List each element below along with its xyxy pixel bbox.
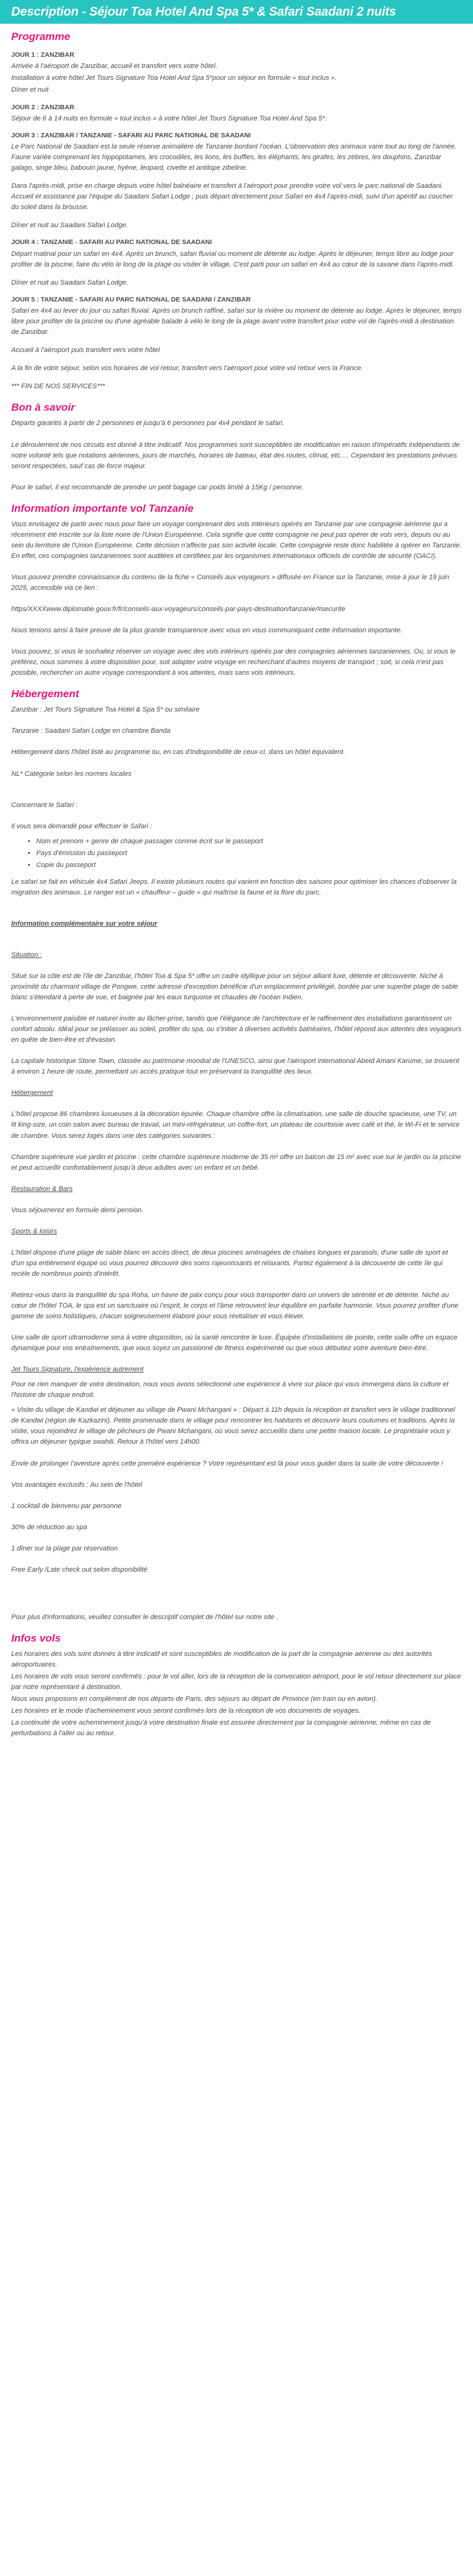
hotel-line: Tanzanie : Saadani Safari Lodge en chambre Banda xyxy=(11,727,171,735)
day-line: *** FIN DE NOS SERVICES*** xyxy=(11,383,105,391)
list-item: • Pays d'émission du passeport xyxy=(36,848,462,859)
hotel-line: Zanzibar : Jet Tours Signature Toa Hotel & Spa 5* ou similaire xyxy=(11,706,200,714)
day-line: Départ matinal pour un safari en 4x4. Après un brunch, safari fluvial ou moment de détente au lodge. Après le déjeuner, temps libre au lodge pour profiter de la piscine, faire du vélo le long de la plage ou visiter le village. C'est parti pour un safari en 4x4 au cœur de la savane dans l'après-midi. xyxy=(11,250,454,268)
situation-label: Situation : xyxy=(11,951,42,959)
day-line: Installation à votre hôtel Jet Tours Signature Toa Hotel And Spa 5*pour un séjour en formule « tout inclus ». xyxy=(11,74,337,82)
day-line: Le Parc National de Saadani est la seule réserve animalière de Tanzanie bordant l'océan. L'observation des animaux varie tout au long de l'année. Faune variée comprenant les hippopotames, les crocodiles, les lions, les buffles, les éléphants, les girafes, les zèbres, les douphins, Zanzibar galago, singe bleu, babouin jaune, hyène, léopard, civette et antilope zibeline. xyxy=(11,143,457,172)
day-title: JOUR 2 : ZANZIBAR xyxy=(11,103,74,111)
sports-paragraph: Retirez-vous dans la tranquillité du spa Roha, un havre de paix conçu pour vous transporter dans un univers de sérénité et de détente. Niché au cœur de l'hôtel TOA, le spa est un sanctuaire où l'esprit, le corps et l'âme retrouvent leur équilibre en parfaite harmonie. Vous pourrez profiter d'une gamme de soins holistiques, chacun soigneusement élaboré pour vous revitaliser et vous élever. xyxy=(11,1291,459,1321)
info-paragraph: Vous pouvez, si vous le souhaitez réserver un voyage avec des vols intérieurs opérés par des compagnies aériennes tanzaniennes. Ou, si vous le préférez, nous sommes à votre disposition pour, soit adapter votre voyage en recherchant d'autres moyens de transport ; soit, si cela n'est pas possible, rechercher un autre voyage correspondant à vos attentes, mais sans vols intérieurs. xyxy=(11,648,456,677)
flight-info-line: Les horaires et le mode d'acheminement vous seront confirmés lors de la réception de vos documents de voyages. xyxy=(11,1707,361,1715)
day-line: Safari en 4x4 au lever du jour ou safari fluvial. Après un brunch raffiné, safari sur la rivière ou moment de détente au lodge. Après le déjeuner, temps libre pour profiter de la piscine ou d'une agréable balade à vélo le long de la plage avant votre transfert pour votre vol de l'après-midi à destination de Zanzibar. xyxy=(11,307,462,336)
day-2 xyxy=(11,102,462,124)
list-item: • Nom et prenom + genre de chaque passager comme écrit sur le passeport xyxy=(36,836,462,847)
hotel-line: NL* Catégorie selon les normes locales xyxy=(11,770,132,778)
advantages-intro: Vos avantages exclusifs : Au sein de l'hôtel xyxy=(11,1481,142,1489)
safari-requirements-list xyxy=(11,836,462,871)
advantage-item: Free Early /Late check out selon disponibilité xyxy=(11,1565,148,1574)
advisory-link[interactable]: https/XXXXwww.diplomatie.gouv.fr/fr/conseils-aux-voyageurs/conseils-par-pays-destination/tanzanie/#securite xyxy=(11,605,346,614)
info-paragraph: Le déroulement de nos circuits est donné à titre indicatif. Nos programmes sont susceptibles de modification en raison d'impératifs indépendants de notre volonté tels que notations aériennes, jours de marchés, horaires de bateau, état des routes, climat, etc.… Cependant les prestations prévues seront respectées, sauf cas de force majeur. xyxy=(11,441,460,470)
safari-label: Concernant le Safari : xyxy=(11,801,78,809)
day-4 xyxy=(11,237,462,288)
advantage-item: 1 dîner sur la plage par réservation xyxy=(11,1544,118,1552)
info-paragraph: Vous pouvez prendre connaissance du contenu de la fiche « Conseils aux voyageurs » diffusée en France sur la Tanzanie, mise à jour le 19 juin 2025, accessible via ce lien : xyxy=(11,573,449,592)
advantage-item: 30% de réduction au spa xyxy=(11,1523,87,1531)
info-paragraph: Nous tenions ainsi à faire preuve de la plus grande transparence avec vous en vous communiquant cette information importante. xyxy=(11,627,402,635)
programme-heading: Programme xyxy=(11,31,71,42)
bon-a-savoir-heading: Bon à savoir xyxy=(11,401,76,414)
signature-paragraph: Envie de prolonger l'aventure après cette première expérience ? Votre représentant est là pour vous guider dans la suite de votre découverte ! xyxy=(11,1459,444,1467)
signature-paragraph: « Visite du village de Kandwi et déjeuner au village de Pwani Mchangani » : Départ à 11h depuis la réception et transfert vers le village traditionnel de Kandwi (région de Kazkazini). Petite promenade dans le village pour rencontrer les habitants et découvrir leurs coutumes et traditions. Après la visite, vous rejoindrez le village de pêcheurs de Pwani Mchangani, où vous serez accueillis dans une petite maison locale. Le propriétaire vous y offrira un déjeuner typique swahili. Retour à l'hôtel vers 14h00. xyxy=(11,1406,456,1446)
safari-note: Le safari se fait en véhicule 4x4 Safari Jeeps. Il existe plusieurs routes qui varient en fonction des saisons pour optimiser les chances d'observer la migration des animaux. Le ranger est un « chauffeur – guide » qui maîtrise la faune et la flore du parc. xyxy=(11,878,457,896)
hebergement-label: Hébergement xyxy=(11,1089,53,1097)
info-paragraph: Départs garantis à partir de 2 personnes et jusqu'à 6 personnes par 4x4 pendant le safari. xyxy=(11,419,285,428)
sports-paragraph: L'hôtel dispose d'une plage de sable blanc en accès direct, de deux piscines aménagées de chaises longues et parasols, d'une salle de sport et d'un spa entièrement équipé où vous pourrez découvrir des soins rajeunissants et relaxants. Partez également à la découverte de cette île qui recèle de nombreux points d'intérêt. xyxy=(11,1248,448,1278)
info-paragraph: Pour le safari, il est recommandé de prendre un petit bagage car poids limité à 15Kg / personne. xyxy=(11,483,304,491)
complement-heading: Information complémentaire sur votre séjour xyxy=(11,919,158,928)
hebergement-heading: Hébergement xyxy=(11,688,79,700)
day-1 xyxy=(11,50,462,95)
day-title: JOUR 3 : ZANZIBAR / TANZANIE - SAFARI AU PARC NATIONAL DE SAADANI xyxy=(11,131,251,139)
situation-paragraph: La capitale historique Stone Town, classée au patrimoine mondial de l'UNESCO, ainsi que l'aéroport international Abeid Amani Karume, se trouvent à environ 1 heure de route, permettant un accès pratique tout en préservant la tranquillité des lieux. xyxy=(11,1057,459,1076)
day-line: Dîner et nuit xyxy=(11,86,49,94)
hotel-line: Hébergement dans l'hôtel listé au programme ou, en cas d'indisponibilité de ceux-ci, dans un hôtel équivalent. xyxy=(11,748,345,757)
day-line: Dîner et nuit au Saadani Safari Lodge. xyxy=(11,278,129,286)
sports-paragraph: Une salle de sport ultramoderne sera à votre disposition, où la santé rencontre le luxe. Équipée d'installations de pointe, cette salle offre un espace dynamique pour vos entraînements, que vous soyez un passionné de fitness expérimenté ou que vous débutiez votre aventure bien-être. xyxy=(11,1334,458,1353)
signature-label: Jet Tours Signature, l'expérience autrement xyxy=(11,1366,144,1374)
sports-label: Sports & loisirs xyxy=(11,1227,57,1235)
day-line: Arrivée à l'aéroport de Zanzibar, accueil et transfert vers votre hôtel. xyxy=(11,62,218,71)
day-title: JOUR 1 : ZANZIBAR xyxy=(11,51,74,59)
flight-info-line: La continuité de votre acheminement jusqu'à votre destination finale est assurée directement par la compagnie aérienne, même en cas de perturbations à l'aller ou au retour. xyxy=(11,1719,431,1738)
signature-paragraph: Pour ne rien manquer de votre destination, nous vous avons sélectionné une expérience à vivre sur place qui vous immergera dans la culture et l'histoire de chaque endroit. xyxy=(11,1381,449,1399)
flight-info-line: Nous vous proposons en complément de nos départs de Paris, des séjours au départ de Province (en train ou en avion). xyxy=(11,1695,378,1703)
day-title: JOUR 5 : TANZANIE - SAFARI AU PARC NATIONAL DE SAADANI / ZANZIBAR xyxy=(11,295,251,303)
flight-info-line: Les horaires des vols sont donnés à titre indicatif et sont susceptibles de modification de la part de la compagnie aérienne ou des autorités aéroportuaires. xyxy=(11,1650,432,1668)
restauration-paragraph: Vous séjournerez en formule demi pension. xyxy=(11,1206,144,1214)
day-line: A la fin de votre séjour, selon vos horaires de vol retour, transfert vers l'aéroport pour votre vol retour vers la France. xyxy=(11,365,363,373)
list-item: • Copie du passeport xyxy=(36,860,462,871)
info-paragraph: Vous envisagez de partir avec nous pour faire un voyage comprenant des vols intérieurs opérés en Tanzanie par une compagnie aérienne qui a récemment été inscrite sur la liste noire de l'Union Européenne. Cela signifie que cette compagnie ne peut pas opérer de vols vers, depuis ou au sein du territoire de l'Union Européenne. Cette décision n'affecte pas son activité locale. Cette compagnie reste donc habilitée à opérer en Tanzanie. En effet, ces compagnies tanzaniennes sont auditées et certifiées par les organismes internationaux officiels de contrôle de sécurité (OACI). xyxy=(11,520,462,560)
page-title: Description - Séjour Toa Hotel And Spa 5* & Safari Saadani 2 nuits xyxy=(0,0,473,24)
day-3 xyxy=(11,130,462,232)
hebergement-paragraph: L'hôtel propose 86 chambres luxueuses à la décoration épurée. Chaque chambre offre la climatisation, une salle de douche spacieuse, une TV, un lit king-size, un coin salon avec bureau de travail, un mini-réfrigérateur, un coffre-fort, un plateau de courtoisie avec café et thé, le Wi-Fi et le service de chambre. Vous serez logés dans une des catégories suivantes : xyxy=(11,1110,460,1140)
day-line: Dîner et nuit au Saadani Safari Lodge. xyxy=(11,222,129,230)
advantage-item: 1 cocktail de bienvenu par personne xyxy=(11,1502,122,1510)
day-line: Dans l'après-midi, prise en charge depuis votre hôtel balnéaire et transfert à l'aéroport pour prendre votre vol vers le parc national de Saadani. Accueil et assistance par l'équipe du Saadani Safari Lodge ; puis départ directement pour Safari en 4x4 l'après-midi, suivi d'un apéritif au coucher du soleil dans la brousse. xyxy=(11,182,453,212)
flight-info-line: Les horaires de vols vous seront confirmés : pour le vol aller, lors de la réception de la convocation aéroport, pour le vol retour directement sur place par notre représentant à destination. xyxy=(11,1673,461,1692)
safari-intro: Il vous sera demandé pour effectuer le Safari : xyxy=(11,822,152,830)
more-info-text: Pour plus d'informations, veuillez consulter le descriptif complet de l'hôtel sur notre site . xyxy=(11,1613,278,1621)
hebergement-paragraph: Chambre supérieure vue jardin et piscine : cette chambre supérieure moderne de 35 m² offre un balcon de 15 m² avec vue sur le jardin ou la piscine et peut accueillir confortablement jusqu'à deux adultes avec un enfant et un bébé. xyxy=(11,1153,461,1172)
restauration-label: Restauration & Bars xyxy=(11,1185,73,1193)
situation-paragraph: L'environnement paisible et naturel invite au lâcher-prise, tandis que l'élégance de l'architecture et le raffinement des installations garantissent un confort absolu. Idéal pour se prélasser au soleil, profiter du spa, ou s'initier à diverses activités balnéaires, l'hôtel répond aux attentes des voyageurs en quête de bien-être et d'évasion. xyxy=(11,1015,462,1044)
info-tanzanie-heading: Information importante vol Tanzanie xyxy=(11,502,194,514)
day-line: Séjour de 6 à 14 nuits en formule « tout inclus » à votre hôtel Jet Tours Signature Toa Hotel And Spa 5*. xyxy=(11,114,327,122)
day-5 xyxy=(11,295,462,393)
day-line: Accueil à l'aéroport puis transfert vers votre hôtel xyxy=(11,346,160,355)
situation-paragraph: Situé sur la côte est de l'île de Zanzibar, l'hôtel Toa & Spa 5* offre un cadre idyllique pour un séjour alliant luxe, détente et découverte. Niché à proximité du charmant village de Pongwe, cette adresse d'exception bénéficie d'un emplacement privilégié, bordée par une superbe plage de sable blanc s'étendant à perte de vue, et baignée par les eaux turquoise et chaudes de l'océan Indien. xyxy=(11,972,458,1002)
day-title: JOUR 4 : TANZANIE - SAFARI AU PARC NATIONAL DE SAADANI xyxy=(11,238,212,247)
infos-vols-heading: Infos vols xyxy=(11,1632,61,1644)
